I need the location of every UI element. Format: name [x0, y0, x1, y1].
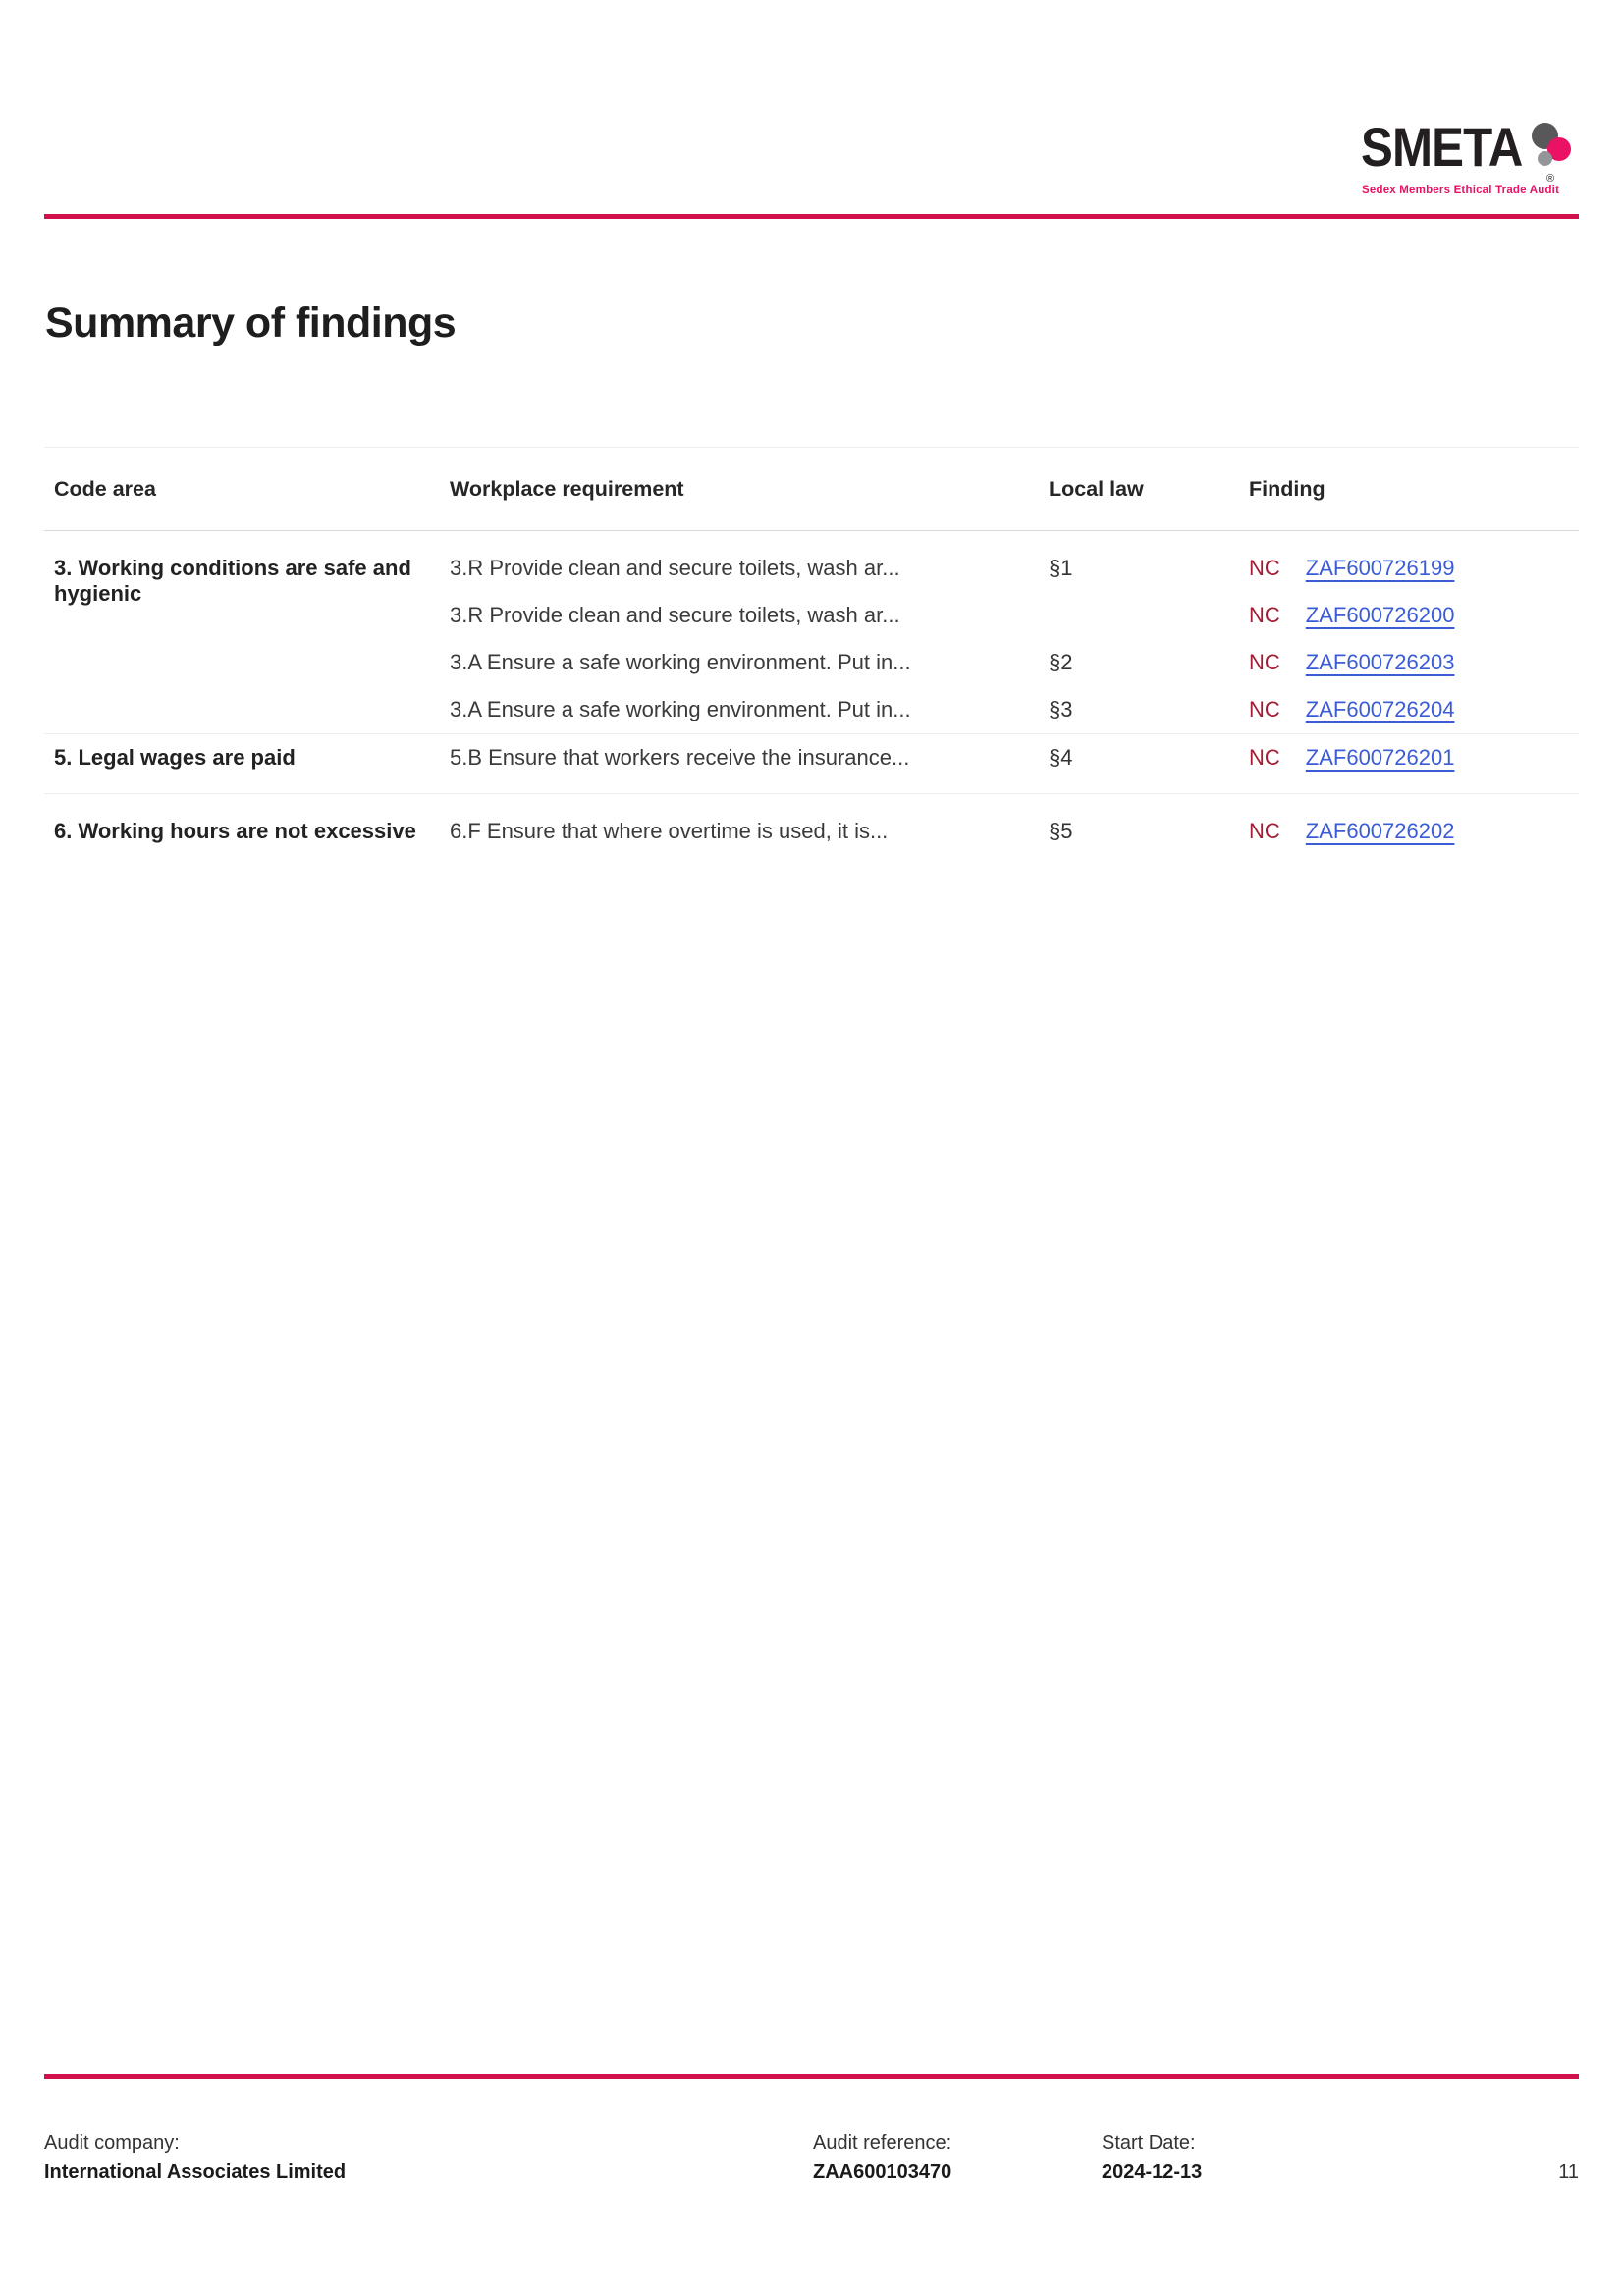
- logo-dot-small-icon: [1538, 151, 1552, 166]
- column-header-workplace-requirement: Workplace requirement: [450, 476, 684, 501]
- local-law-cell: §5: [1049, 819, 1073, 843]
- workplace-requirement-cell: 6.F Ensure that where overtime is used, it is...: [450, 819, 889, 843]
- group-rows: [450, 808, 1579, 855]
- local-law-cell: §1: [1049, 556, 1073, 580]
- findings-table: [44, 447, 1579, 855]
- finding-cell: [1249, 650, 1579, 675]
- finding-reference-link[interactable]: ZAF600726203: [1305, 650, 1455, 674]
- finding-row: [450, 639, 1579, 686]
- table-header-row: [44, 448, 1579, 531]
- finding-row: [450, 545, 1579, 592]
- finding-row: [450, 686, 1579, 733]
- finding-cell: [1249, 745, 1579, 771]
- nc-status-badge: NC: [1249, 556, 1280, 580]
- footer-info: [44, 2128, 1579, 2197]
- smeta-logo: [1361, 110, 1579, 203]
- finding-reference-link[interactable]: ZAF600726201: [1305, 745, 1455, 770]
- finding-cell: [1249, 697, 1579, 722]
- finding-row: [450, 808, 1579, 855]
- finding-reference-link[interactable]: ZAF600726199: [1305, 556, 1455, 580]
- code-area-cell: 5. Legal wages are paid: [54, 745, 296, 770]
- column-header-local-law: Local law: [1049, 476, 1144, 501]
- local-law-cell: §3: [1049, 697, 1073, 721]
- workplace-requirement-cell: 3.R Provide clean and secure toilets, wash ar...: [450, 603, 900, 627]
- footer-audit-reference: [813, 2128, 951, 2187]
- column-header-code-area: Code area: [54, 476, 156, 501]
- finding-reference-link[interactable]: ZAF600726202: [1305, 819, 1455, 843]
- page-title: Summary of findings: [45, 299, 457, 347]
- nc-status-badge: NC: [1249, 745, 1280, 770]
- workplace-requirement-cell: 5.B Ensure that workers receive the insurance...: [450, 745, 910, 770]
- nc-status-badge: NC: [1249, 819, 1280, 843]
- footer-start-date: [1102, 2128, 1202, 2187]
- group-rows: [450, 545, 1579, 733]
- audit-company-label: Audit company:: [44, 2132, 180, 2154]
- footer-audit-company: [44, 2128, 346, 2187]
- group-rows: [450, 734, 1579, 781]
- code-area-cell: 6. Working hours are not excessive: [54, 819, 416, 843]
- finding-cell: [1249, 603, 1579, 628]
- nc-status-badge: NC: [1249, 603, 1280, 627]
- finding-reference-link[interactable]: ZAF600726200: [1305, 603, 1455, 627]
- finding-row: [450, 592, 1579, 639]
- finding-row: [450, 734, 1579, 781]
- code-area-group: [44, 531, 1579, 733]
- workplace-requirement-cell: 3.A Ensure a safe working environment. Put in...: [450, 697, 911, 721]
- workplace-requirement-cell: 3.R Provide clean and secure toilets, wash ar...: [450, 556, 900, 580]
- finding-cell: [1249, 819, 1579, 844]
- audit-reference-label: Audit reference:: [813, 2132, 952, 2154]
- nc-status-badge: NC: [1249, 697, 1280, 721]
- start-date-label: Start Date:: [1102, 2132, 1196, 2154]
- code-area-group: [44, 793, 1579, 855]
- workplace-requirement-cell: 3.A Ensure a safe working environment. Put in...: [450, 650, 911, 674]
- code-area-group: [44, 733, 1579, 793]
- smeta-tagline: Sedex Members Ethical Trade Audit: [1362, 185, 1560, 196]
- table-body: [44, 531, 1579, 855]
- local-law-cell: §4: [1049, 745, 1073, 770]
- finding-cell: [1249, 556, 1579, 581]
- local-law-cell: §2: [1049, 650, 1073, 674]
- nc-status-badge: NC: [1249, 650, 1280, 674]
- footer-divider-rule: [44, 2074, 1579, 2079]
- smeta-logo-wordmark: SMETA: [1361, 116, 1523, 178]
- audit-reference-value: ZAA600103470: [813, 2162, 952, 2183]
- header-divider-rule: [44, 214, 1579, 219]
- registered-trademark-symbol: ®: [1546, 173, 1555, 185]
- page-number: 11: [1558, 2162, 1579, 2183]
- start-date-value: 2024-12-13: [1102, 2162, 1203, 2183]
- audit-company-value: International Associates Limited: [44, 2162, 347, 2183]
- code-area-cell: 3. Working conditions are safe and hygienic: [54, 556, 411, 606]
- finding-reference-link[interactable]: ZAF600726204: [1305, 697, 1455, 721]
- column-header-finding: Finding: [1249, 476, 1325, 501]
